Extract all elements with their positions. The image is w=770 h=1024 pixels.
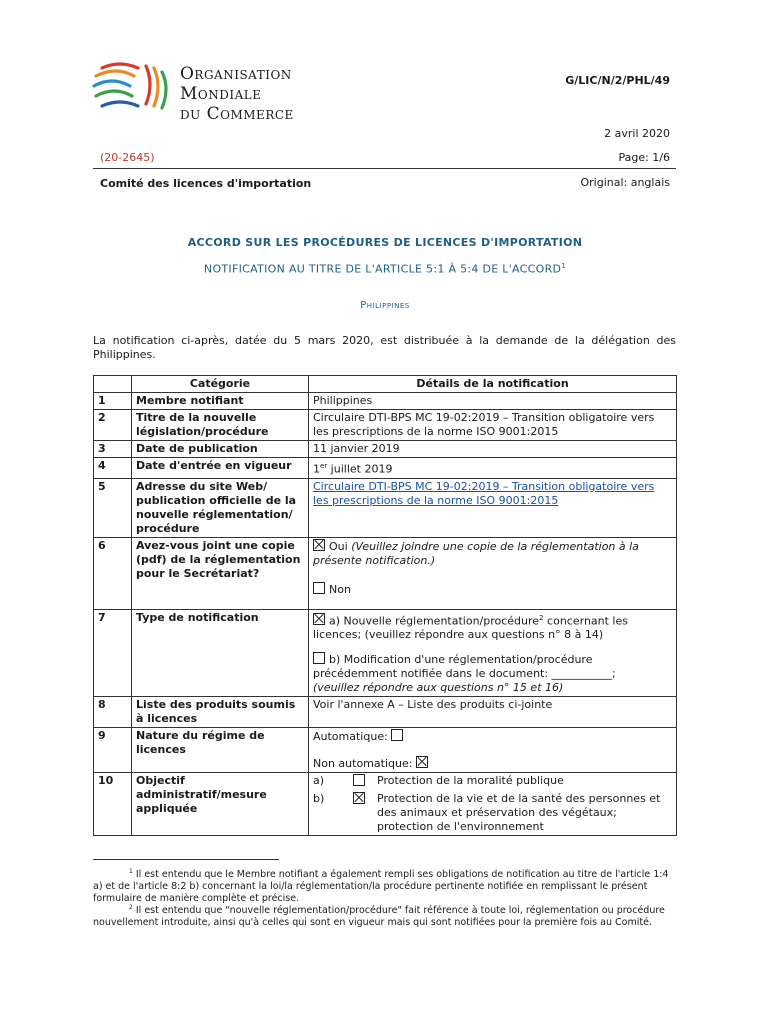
row-number: 7 (94, 609, 132, 697)
wto-logo-icon (90, 58, 174, 120)
page-indicator: Page: 1/6 (618, 151, 670, 164)
table-header-row (94, 376, 677, 393)
org-name-line1: Organisation (180, 64, 292, 84)
header-divider (93, 168, 676, 169)
row-category: Titre de la nouvelle législation/procédure (132, 410, 309, 441)
footnote-2-number: 2 (129, 904, 133, 911)
objective-b-text: Protection de la vie et de la santé des personnes et des animaux et préservation des végétaux; protection de l'environnement (377, 792, 661, 834)
checked-checkbox-icon[interactable] (313, 613, 325, 625)
objective-b (313, 792, 672, 834)
footnote-ref-2: 2 (539, 613, 544, 622)
website-link[interactable]: Circulaire DTI-BPS MC 19-02:2019 – Transition obligatoire vers les prescriptions de la norme ISO 9001:2015 (313, 479, 655, 507)
org-name-line3: du Commerce (180, 104, 294, 124)
non-automatic-option (313, 756, 672, 771)
row-value: Philippines (309, 393, 677, 410)
row-number: 9 (94, 728, 132, 773)
document-date: 2 avril 2020 (604, 127, 670, 140)
footnote-1 (93, 866, 676, 905)
header-category: Catégorie (132, 376, 309, 393)
row-value (309, 773, 677, 836)
objective-a-text: Protection de la moralité publique (377, 774, 564, 788)
header-details: Détails de la notification (309, 376, 677, 393)
non-automatic-label: Non automatique: (313, 757, 413, 771)
table-row (94, 458, 677, 479)
checked-checkbox-icon[interactable] (313, 539, 325, 551)
table-row (94, 393, 677, 410)
footnote-ref-1: 1 (561, 262, 567, 270)
row-number: 6 (94, 537, 132, 609)
agreement-title: ACCORD SUR LES PROCÉDURES DE LICENCES D'IMPORTATION (187, 236, 583, 249)
checked-checkbox-icon[interactable] (353, 792, 365, 804)
row-category: Adresse du site Web/ publication officielle de la nouvelle réglementation/ procédure (132, 478, 309, 537)
type-a-text: a) Nouvelle réglementation/procédure (329, 614, 540, 628)
unchecked-checkbox-icon[interactable] (313, 582, 325, 594)
row-value: Voir l'annexe A – Liste des produits ci-jointe (309, 697, 677, 728)
entry-date-suffix: er (320, 462, 328, 470)
unchecked-checkbox-icon[interactable] (353, 774, 365, 786)
row-number: 10 (94, 773, 132, 836)
footnote-2-text: Il est entendu que "nouvelle réglementation/procédure" fait référence à toute loi, réglementation ou procédure nouvellement introduite, ainsi qu'à celles qui sont en vigueur mais qui sont notifiées pour la première fois au Comité. (93, 905, 665, 929)
notification-title (0, 262, 770, 276)
row-category: Date d'entrée en vigueur (132, 458, 309, 479)
row-value (309, 609, 677, 697)
table-row (94, 728, 677, 773)
table-row (94, 773, 677, 836)
country-title: Philippines (360, 300, 410, 311)
copy-yes-option (313, 539, 672, 568)
original-language: Original: anglais (580, 176, 670, 189)
table-row (94, 478, 677, 537)
footnote-divider (93, 859, 279, 860)
org-name-line2: Mondiale (180, 84, 262, 104)
entry-date-day: 1 (313, 462, 320, 476)
footnote-1-text: Il est entendu que le Membre notifiant a également rempli ses obligations de notification au titre de l'article 1:4 a) et de l'article 8:2 b) concernant la loi/la réglementation/la procédure pertinente notifiée en remplissant le présent formulaire de manière complète et précise. (93, 869, 669, 905)
entry-date-month: juillet 2019 (327, 462, 393, 476)
table-row (94, 609, 677, 697)
objective-b-label: b) (313, 792, 325, 806)
objective-a-label: a) (313, 774, 325, 788)
row-category: Type de notification (132, 609, 309, 697)
row-number: 4 (94, 458, 132, 479)
automatic-label: Automatique: (313, 730, 388, 744)
objective-a (313, 774, 672, 789)
row-value (309, 478, 677, 537)
row-category: Nature du régime de licences (132, 728, 309, 773)
table-row (94, 537, 677, 609)
unchecked-checkbox-icon[interactable] (391, 729, 403, 741)
document-number: (20-2645) (100, 151, 155, 164)
copy-no-option (313, 582, 672, 597)
unchecked-checkbox-icon[interactable] (313, 652, 325, 664)
copy-no-label: Non (329, 582, 351, 596)
row-value: Circulaire DTI-BPS MC 19-02:2019 – Transition obligatoire vers les prescriptions de la norme ISO 9001:2015 (309, 410, 677, 441)
notification-table (93, 375, 677, 836)
row-category: Objectif administratif/mesure appliquée (132, 773, 309, 836)
header-num-cell (94, 376, 132, 393)
row-category: Liste des produits soumis à licences (132, 697, 309, 728)
row-category: Membre notifiant (132, 393, 309, 410)
organization-name (180, 64, 294, 124)
row-number: 2 (94, 410, 132, 441)
row-number: 5 (94, 478, 132, 537)
type-b-text: b) Modification d'une réglementation/procédure précédemment notifiée dans le document: ___________; (313, 653, 616, 681)
notification-type-b (313, 652, 672, 681)
row-number: 8 (94, 697, 132, 728)
row-category: Date de publication (132, 441, 309, 458)
table-row (94, 441, 677, 458)
row-value (309, 458, 677, 479)
table-row (94, 697, 677, 728)
type-a-text-rest: concernant les licences; (veuillez répondre aux questions n° 8 à 14) (313, 614, 628, 642)
row-value (309, 537, 677, 609)
row-category: Avez-vous joint une copie (pdf) de la réglementation pour le Secrétariat? (132, 537, 309, 609)
footnote-2 (93, 902, 676, 929)
copy-yes-label: Oui (329, 539, 348, 553)
copy-yes-note: (Veuillez joindre une copie de la réglementation à la présente notification.) (313, 539, 639, 567)
type-b-note: (veuillez répondre aux questions n° 15 et 16) (313, 681, 564, 695)
committee-name: Comité des licences d'importation (100, 177, 312, 190)
intro-paragraph: La notification ci-après, datée du 5 mars 2020, est distribuée à la demande de la délégation des Philippines. (93, 334, 676, 361)
automatic-option (313, 729, 672, 744)
document-symbol: G/LIC/N/2/PHL/49 (565, 74, 670, 87)
row-value: 11 janvier 2019 (309, 441, 677, 458)
table-row (94, 410, 677, 441)
footnote-1-number: 1 (129, 868, 133, 875)
notification-title-text: NOTIFICATION AU TITRE DE L'ARTICLE 5:1 À 5:4 DE L'ACCORD (203, 262, 562, 276)
row-number: 3 (94, 441, 132, 458)
row-value (309, 728, 677, 773)
row-number: 1 (94, 393, 132, 410)
notification-type-a (313, 611, 672, 643)
checked-checkbox-icon[interactable] (416, 756, 428, 768)
